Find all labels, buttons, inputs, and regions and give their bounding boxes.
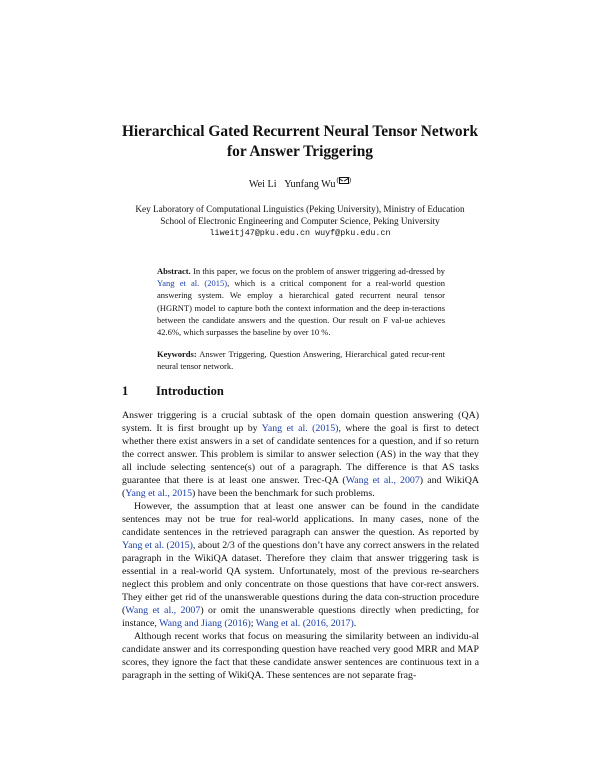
paragraph-text: . — [353, 618, 357, 629]
abstract-text-2: , which is a critical component for a real-world question answering system. We employ a hierarchical gated recurrent neural tensor (HGRNT) model to capture both the context information and the deep in-teractions between the candidate answers and the question. Our result on F val-ue achieves 42.6%, which surpasses the baseline by over 10 %. — [157, 278, 445, 338]
email-2[interactable]: wuyf@pku.edu.cn — [315, 228, 391, 238]
keywords-text: Answer Triggering, Question Answering, Hierarchical gated recur-rent neural tensor network. — [157, 349, 445, 372]
author-2: Yunfang Wu — [284, 179, 336, 190]
abstract — [157, 265, 445, 338]
section-number: 1 — [122, 384, 129, 398]
paragraph-text: Although recent works that focus on measuring the similarity between an individu-al candidate answer and its corresponding question have reached very good MRR and MAP scores, they ignore the fact that these candidate answer sentences are continuous text in a paragraph in the setting of WikiQA. These sentences are not separate frag- — [122, 631, 479, 681]
author-line — [0, 178, 600, 192]
paragraph-text: ; — [250, 618, 256, 629]
citation-link[interactable]: Yang et al. (2015) — [261, 423, 339, 434]
affiliation-block — [0, 203, 600, 239]
citation-link[interactable]: Wang et al., 2007 — [125, 605, 201, 616]
introduction-body — [122, 409, 479, 682]
corresponding-mail-icon: ( ) — [336, 176, 352, 184]
abstract-label: Abstract. — [157, 266, 191, 276]
paragraph-text: ) and WikiQA ( — [122, 475, 479, 499]
intro-paragraph-3 — [122, 630, 479, 682]
paper-title — [0, 122, 600, 162]
email-1[interactable]: liweitj47@pku.edu.cn — [209, 228, 311, 238]
title-line-1: Hierarchical Gated Recurrent Neural Tensor Network — [121, 123, 479, 140]
affiliation-line-1: Key Laboratory of Computational Linguistics (Peking University), Ministry of Education — [135, 204, 465, 214]
keywords — [157, 348, 445, 372]
citation-link[interactable]: Yang et al., 2015 — [125, 488, 193, 499]
envelope-icon — [339, 177, 349, 184]
paragraph-text: Answer triggering is a crucial subtask of the open domain question answering (QA) system. It is first brought up by — [122, 410, 479, 434]
intro-paragraph-1 — [122, 409, 479, 500]
paragraph-text: , where the goal is first to detect whether there exist answers in a set of candidate sentences for a question, and if so return the correct answer. This problem is similar to answer selection (AS) in the way that they all include selecting sentence(s) out of a paragraph. The difference is that AS tasks guarantee that there is at least one answer. Trec-QA ( — [122, 423, 480, 486]
paragraph-text: However, the assumption that at least one answer can be found in the candidate sentences may not be true for real-world applications. In many cases, none of the candidate sentences in the retrieved paragraph can answer the question. As reported by — [122, 501, 479, 538]
title-line-2: for Answer Triggering — [227, 143, 373, 160]
author-1: Wei Li — [248, 179, 277, 190]
citation-link[interactable]: Wang and Jiang (2016) — [159, 618, 251, 629]
keywords-label: Keywords: — [157, 349, 197, 359]
citation-link[interactable]: Yang et al. (2015) — [122, 540, 193, 551]
citation-link[interactable]: Wang et al., 2007 — [345, 475, 420, 486]
affiliation-line-2: School of Electronic Engineering and Computer Science, Peking University — [160, 216, 440, 226]
email-line — [0, 227, 600, 239]
paragraph-text: ) have been the benchmark for such problems. — [192, 488, 375, 499]
paragraph-text: , about 2/3 of the questions don’t have any correct answers in the related paragraph in the WikiQA dataset. Therefore they claim that answer triggering task is essential in a real-world QA system. Unfortunately, most of the previous re-searchers neglect this problem and only concentrate on those questions that have cor-rect answers. They either get rid of the unanswerable questions during the data con-struction procedure ( — [122, 540, 480, 616]
abstract-text-1: In this paper, we focus on the problem of answer triggering ad-dressed by — [190, 266, 445, 276]
intro-paragraph-2 — [122, 500, 479, 630]
citation-link[interactable]: Yang et al. (2015) — [157, 278, 228, 289]
section-title: Introduction — [156, 384, 224, 398]
citation-link[interactable]: Wang et al. (2016, 2017) — [255, 618, 354, 629]
section-heading — [122, 384, 224, 398]
paragraph-text: ) or omit the unanswerable questions directly when predicting, for instance, — [122, 605, 479, 629]
